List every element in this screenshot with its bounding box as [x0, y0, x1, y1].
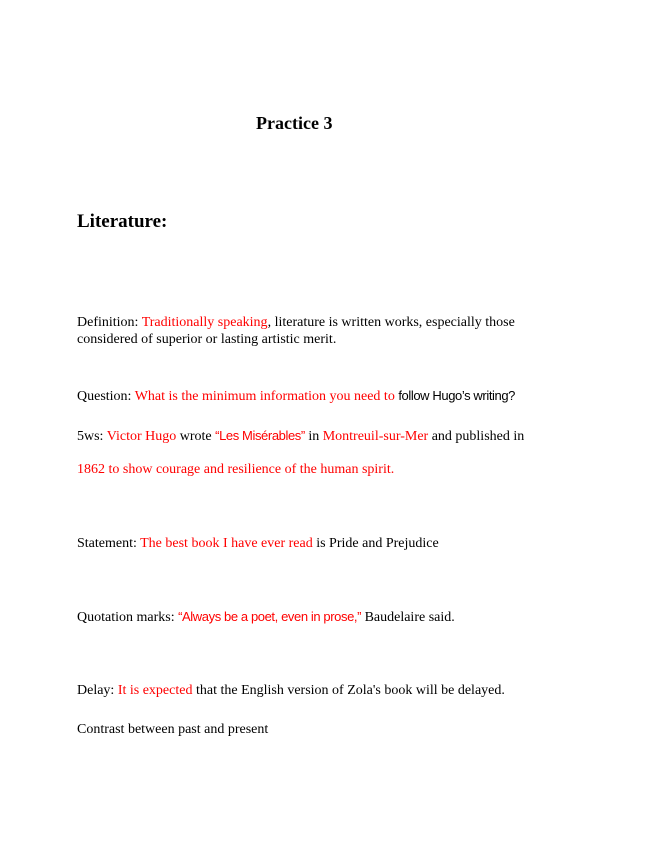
fivews-who: Victor Hugo: [106, 429, 177, 444]
fivews-what: “Les Misérables”: [215, 428, 305, 443]
fivews-paragraph: [77, 427, 597, 445]
definition-paragraph: [77, 314, 597, 348]
fivews-where: Montreuil-sur-Mer: [322, 429, 429, 444]
section-heading: Literature:: [77, 211, 168, 232]
question-highlight: What is the minimum information you need to: [134, 389, 399, 404]
delay-highlight: It is expected: [117, 683, 193, 698]
question-paragraph: [77, 387, 597, 405]
quotation-paragraph: [77, 608, 597, 626]
definition-label: Definition:: [77, 315, 142, 330]
statement-label: Statement:: [77, 536, 141, 551]
definition-text: , literature is written works, especially those: [267, 315, 515, 330]
statement-paragraph: [77, 535, 597, 552]
delay-text: that the English version of Zola's book will be delayed.: [192, 683, 505, 698]
fivews-wrote: wrote: [176, 429, 216, 444]
definition-highlight: Traditionally speaking: [141, 315, 268, 330]
delay-paragraph: [77, 682, 597, 699]
delay-label: Delay:: [77, 683, 118, 698]
fivews-published: and published in: [428, 429, 525, 444]
question-text: follow Hugo’s writing?: [398, 388, 516, 403]
page-title: Practice 3: [256, 113, 333, 133]
fivews-in: in: [304, 429, 323, 444]
quotation-label: Quotation marks:: [77, 610, 179, 625]
fivews-line2: 1862 to show courage and resilience of the human spirit.: [77, 462, 395, 477]
quotation-highlight: “Always be a poet, even in prose,”: [178, 609, 362, 624]
definition-text-line2: considered of superior or lasting artistic merit.: [77, 332, 337, 347]
statement-highlight: The best book I have ever read: [140, 536, 313, 551]
statement-text: is Pride and Prejudice: [312, 536, 439, 551]
question-label: Question:: [77, 389, 135, 404]
contrast-paragraph: Contrast between past and present: [77, 722, 269, 737]
fivews-label: 5ws:: [77, 429, 107, 444]
quotation-text: Baudelaire said.: [361, 610, 455, 625]
